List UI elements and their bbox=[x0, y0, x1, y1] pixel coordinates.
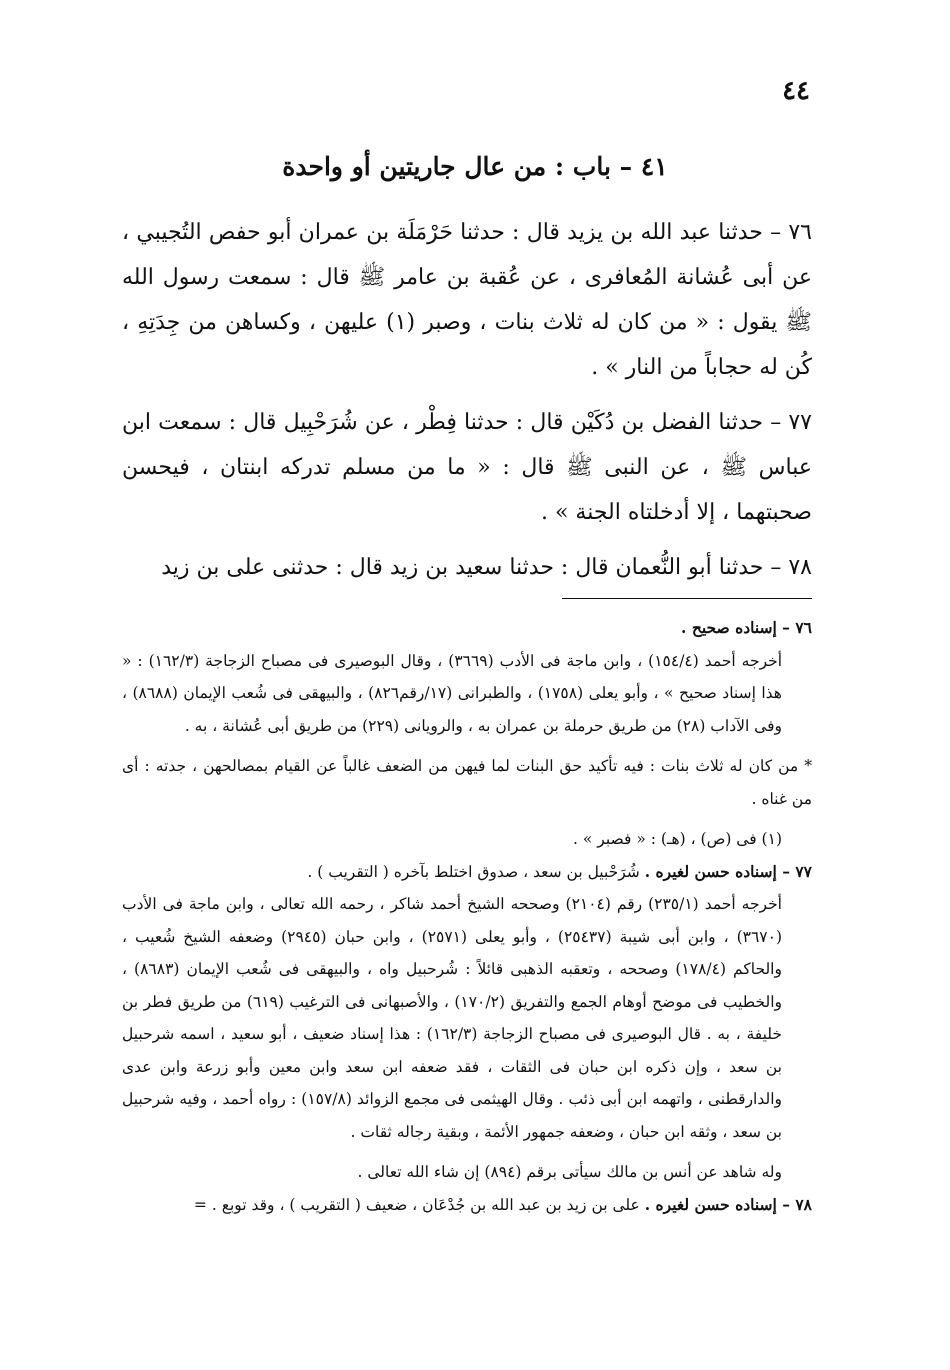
footnote-78-grade: ٧٨ – إسناده حسن لغيره . bbox=[644, 1194, 812, 1214]
hadith-77: ٧٧ – حدثنا الفضل بن دُكَيْن قال : حدثنا فِطْر ، عن شُرَحْبِيل قال : سمعت ابن عباس ﷺ ، عن النبى ﷺ قال : « ما من مسلم تدركه ابنتان ، فيحسن صحبتهما ، إلا أدخلتاه الجنة » . bbox=[122, 410, 812, 525]
page-number: ٤٤ bbox=[782, 76, 810, 106]
main-text bbox=[122, 210, 812, 600]
hadith-78: ٧٨ – حدثنا أبو النُّعمان قال : حدثنا سعيد بن زيد قال : حدثنى على بن زيد bbox=[161, 555, 812, 580]
footnote-76-takhrij: أخرجه أحمد (١٥٤/٤) ، وابن ماجة فى الأدب (٣٦٦٩) ، وقال البوصيرى فى مصباح الزجاجة (١٦٢/٣) : « هذا إسناد صحيح » ، وأبو يعلى (١٧٥٨) ، والطبرانى (١٧/رقم٨٢٦) ، والبيهقى فى شُعب الإيمان (٨٦٨٨) ، وفى الآداب (٢٨) من طريق حرملة بن عمران به ، والرويانى (٢٢٩) من طريق أبى عُشانة ، به . bbox=[122, 651, 783, 735]
footnote-76-gharib: * من كان له ثلاث بنات : فيه تأكيد حق البنات لما فيهن من الضعف غالباً عن القيام بمصالحهن ، جدته : أى من غناه . bbox=[122, 757, 812, 808]
footnote-78-grading bbox=[122, 1189, 812, 1222]
footnote-divider bbox=[562, 598, 812, 599]
footnote-77-narrator: شُرَحْبيل بن سعد ، صدوق اختلط بآخره ( التقريب ) . bbox=[307, 862, 640, 881]
footnote-77-takhrij: أخرجه أحمد (٢٣٥/١) رقم (٢١٠٤) وصححه الشيخ أحمد شاكر ، رحمه الله تعالى ، وابن ماجة فى الأدب (٣٦٧٠) ، وابن أبى شيبة (٢٥٤٣٧) ، وأبو يعلى (٢٥٧١) ، وابن حبان (٢٩٤٥) وضعفه الشيخ شُعيب ، والحاكم (١٧٨/٤) وصححه ، وتعقبه الذهبى قائلاً : شُرحبيل واه ، والبيهقى فى شُعب الإيمان (٨٦٨٣) ، والخطيب فى موضح أوهام الجمع والتفريق (١٧٠/٢) ، والأصبهانى فى الترغيب (٦١٩) من طريق فطر بن خليفة ، به . قال البوصيرى فى مصباح الزجاجة (١٦٢/٣) : هذا إسناد ضعيف ، أبو سعيد ، اسمه شرحبيل بن سعد ، وإن ذكره ابن حبان فى الثقات ، فقد ضعفه ابن سعد وابن معين وأبو زرعة وابن عدى والدارقطنى ، واتهمه ابن أبى ذئب . وقال الهيثمى فى مجمع الزوائد (١٥٧/٨) : رواه أحمد ، وفيه شرحبيل بن سعد ، وثقه ابن حبان ، وضعفه جمهور الأئمة ، وبقية رجاله ثقات . bbox=[122, 895, 783, 1141]
footnote-77-grade: ٧٧ – إسناده حسن لغيره . bbox=[644, 861, 812, 881]
footnotes bbox=[122, 612, 812, 1221]
footnote-77-shahid: وله شاهد عن أنس بن مالك سيأتى برقم (٨٩٤) إن شاء الله تعالى . bbox=[357, 1163, 782, 1181]
hadith-76: ٧٦ – حدثنا عبد الله بن يزيد قال : حدثنا حَرْمَلَة بن عمران أبو حفص التُجيبي ، عن أبى عُشانة المُعافرى ، عن عُقبة بن عامر ﷺ قال : سمعت رسول الله ﷺ يقول : « من كان له ثلاث بنات ، وصبر (١) عليهن ، وكساهن من جِدَتِهِ ، كُن له حجاباً من النار » . bbox=[122, 220, 812, 380]
footnote-78-narrator: على بن زيد بن عبد الله بن جُدْعَان ، ضعيف ( التقريب ) ، وقد توبع . = bbox=[193, 1195, 640, 1214]
footnote-76-grading: ٧٦ – إسناده صحيح . bbox=[681, 618, 812, 637]
footnote-76-variant: (١) فى (ص) ، (هـ) : « فصبر » . bbox=[573, 830, 782, 848]
footnote-77-grading bbox=[122, 856, 812, 889]
chapter-title: ٤١ – باب : من عال جاريتين أو واحدة bbox=[282, 152, 668, 181]
